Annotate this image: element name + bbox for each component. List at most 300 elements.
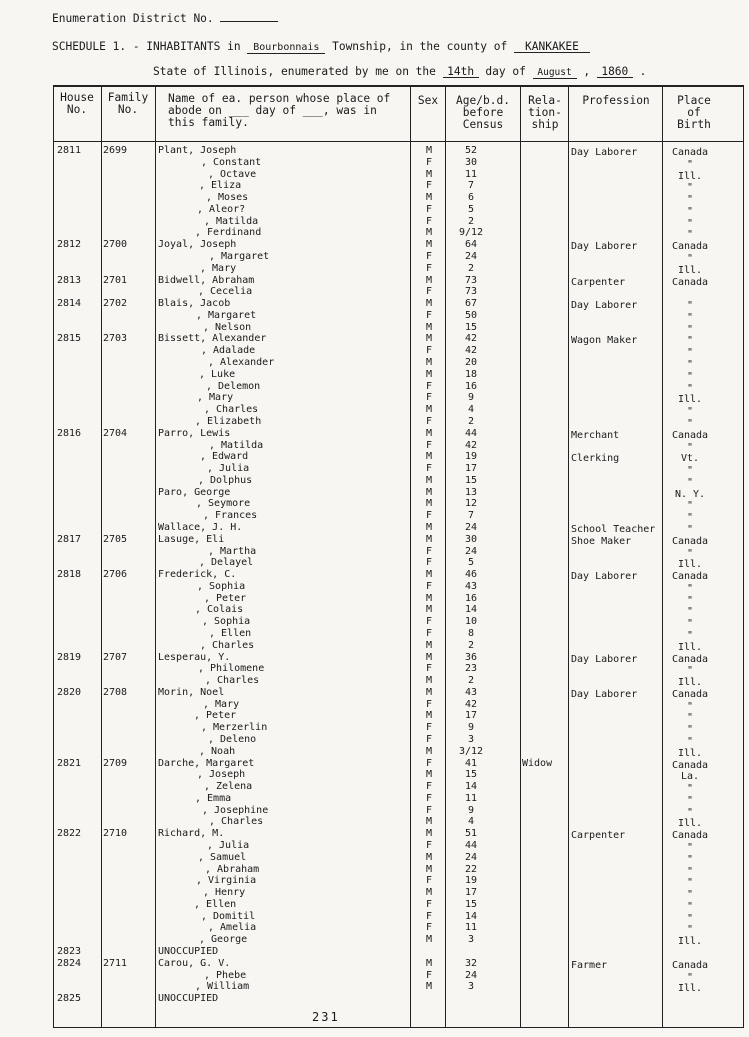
sex-value: F [425, 781, 433, 793]
house-number: 2812 [57, 239, 82, 251]
birthplace-value: " [686, 853, 694, 865]
age-value: 16 [464, 592, 478, 604]
sex-value: M [425, 321, 433, 333]
age-value: 3 [467, 934, 475, 946]
age-value: 36 [464, 651, 478, 663]
birthplace-value: " [686, 370, 694, 382]
age-value: 15 [464, 898, 478, 910]
birthplace-value: " [686, 335, 694, 347]
sex-value: M [425, 604, 433, 616]
sex-value: F [425, 415, 433, 427]
person-name: Frederick, C. [158, 569, 237, 581]
schedule-line [52, 40, 590, 54]
birthplace-value: " [686, 382, 694, 394]
person-name: , Eliza [199, 180, 242, 192]
person-name: , Emma [195, 792, 232, 804]
person-name: , Aleor? [197, 203, 246, 215]
birthplace-value: " [686, 523, 694, 535]
sex-value: M [425, 333, 433, 345]
age-value: 17 [464, 710, 478, 722]
birthplace-value: " [686, 912, 694, 924]
person-name: , Samuel [198, 851, 247, 863]
profession-value: Day Laborer [571, 300, 638, 312]
person-name: , Ferdinand [195, 227, 262, 239]
age-value: 16 [464, 380, 478, 392]
sex-value: F [425, 580, 433, 592]
age-value: 3/12 [458, 745, 484, 757]
age-value: 12 [464, 498, 478, 510]
sex-value: F [425, 309, 433, 321]
sex-value: M [425, 981, 433, 993]
header-divider [53, 141, 744, 142]
birthplace-value: Ill. [677, 264, 703, 276]
person-name: , Delemon [206, 380, 261, 392]
age-value: 9 [467, 804, 475, 816]
person-name: , Frances [203, 510, 258, 522]
birthplace-value: Ill. [677, 170, 703, 182]
person-name: , Ellen [209, 627, 252, 639]
age-value: 2 [467, 215, 475, 227]
age-value: 52 [464, 145, 478, 156]
sex-value: M [425, 368, 433, 380]
sex-value: F [425, 203, 433, 215]
birthplace-value: " [686, 359, 694, 371]
birthplace-value: Canada [671, 830, 709, 842]
sex-value: F [425, 156, 433, 168]
sex-value: F [425, 757, 433, 769]
sex-value: F [425, 969, 433, 981]
sex-value: F [425, 840, 433, 852]
age-value: 14 [464, 910, 478, 922]
age-value: 50 [464, 309, 478, 321]
age-value: 43 [464, 580, 478, 592]
sex-value: F [425, 251, 433, 263]
age-value: 44 [464, 427, 478, 439]
family-number: 2708 [103, 686, 128, 698]
col-header-place-of-birth: Place of Birth [677, 94, 711, 131]
day-suffix: day of [485, 65, 526, 78]
sex-value: M [425, 404, 433, 416]
col-divider [445, 85, 446, 1027]
person-name: , Charles [209, 816, 264, 828]
sex-value: F [425, 286, 433, 298]
sex-value: M [425, 533, 433, 545]
sex-value: F [425, 557, 433, 569]
age-value: 17 [464, 887, 478, 899]
person-name: , Elizabeth [195, 415, 262, 427]
age-value: 24 [464, 251, 478, 263]
sex-value: M [425, 145, 433, 156]
profession-value: Day Laborer [571, 688, 638, 700]
sex-value: F [425, 545, 433, 557]
age-value: 9/12 [458, 227, 484, 239]
age-value: 9 [467, 392, 475, 404]
page-number: 231 [312, 1010, 340, 1024]
birthplace-value: " [686, 900, 694, 912]
sex-value: M [425, 828, 433, 840]
sex-value: M [425, 769, 433, 781]
person-name: , Constant [201, 156, 262, 168]
person-name: , Edward [200, 451, 249, 463]
house-number: 2825 [57, 993, 82, 1005]
sex-value: M [425, 934, 433, 946]
person-name: , Philomene [198, 663, 265, 675]
person-name: Joyal, Joseph [158, 239, 237, 251]
sex-value: M [425, 675, 433, 687]
age-value: 4 [467, 816, 475, 828]
sex-value: M [425, 816, 433, 828]
birthplace-value: Ill. [677, 559, 703, 571]
family-number: 2701 [103, 274, 128, 286]
sex-value: M [425, 639, 433, 651]
age-value: 43 [464, 686, 478, 698]
sex-value: F [425, 215, 433, 227]
birthplace-value: Canada [671, 688, 709, 700]
family-number: 2700 [103, 239, 128, 251]
house-number: 2816 [57, 427, 82, 439]
birthplace-value: La. [680, 771, 700, 783]
sex-value: M [425, 887, 433, 899]
sex-value: F [425, 180, 433, 192]
person-name: Bissett, Alexander [158, 333, 267, 345]
family-number: 2711 [103, 957, 128, 969]
sex-value: M [425, 710, 433, 722]
person-name: , Ellen [194, 898, 237, 910]
year-sep: , [583, 65, 591, 78]
col-divider [101, 85, 102, 1027]
sex-value: M [425, 192, 433, 204]
year-value: 1860 [597, 66, 633, 78]
age-value: 24 [464, 851, 478, 863]
house-number: 2819 [57, 651, 82, 663]
col-divider [662, 85, 663, 1027]
birthplace-value: N. Y. [674, 488, 706, 500]
age-value: 19 [464, 875, 478, 887]
person-name: , Seymore [196, 498, 251, 510]
birthplace-value: Ill. [677, 394, 703, 406]
house-number: 2817 [57, 533, 82, 545]
sex-value: F [425, 616, 433, 628]
age-value: 32 [464, 957, 478, 969]
profession-value: Wagon Maker [571, 335, 638, 347]
age-value: 46 [464, 569, 478, 581]
sex-value: M [425, 227, 433, 239]
birthplace-value: " [686, 406, 694, 418]
birthplace-value: " [686, 158, 694, 170]
sex-value: M [425, 274, 433, 286]
family-number: 2699 [103, 145, 128, 156]
sex-value: F [425, 663, 433, 675]
age-value: 11 [464, 168, 478, 180]
col-divider [410, 85, 411, 1027]
birthplace-value: Canada [671, 759, 709, 771]
person-name: , Charles [205, 675, 260, 687]
person-name: , Abraham [205, 863, 260, 875]
person-name: Parro, Lewis [158, 427, 231, 439]
person-name: , Delayel [199, 557, 254, 569]
person-name: Carou, G. V. [158, 957, 231, 969]
person-name: , Peter [194, 710, 237, 722]
sex-value: M [425, 957, 433, 969]
sex-value: M [425, 357, 433, 369]
profession-value: Merchant [571, 429, 620, 441]
age-value: 30 [464, 533, 478, 545]
person-name: , Mary [197, 392, 234, 404]
age-value: 11 [464, 792, 478, 804]
birthplace-value: " [686, 712, 694, 724]
age-value: 51 [464, 828, 478, 840]
birthplace-value: " [686, 465, 694, 477]
age-value: 8 [467, 627, 475, 639]
profession-value: Day Laborer [571, 571, 638, 583]
person-name: , Charles [200, 639, 255, 651]
birthplace-value: " [686, 476, 694, 488]
person-name: , Julia [207, 463, 250, 475]
sex-value: M [425, 498, 433, 510]
profession-value: Carpenter [571, 276, 626, 288]
age-value: 20 [464, 357, 478, 369]
age-value: 9 [467, 722, 475, 734]
person-name: , Martha [208, 545, 257, 557]
age-value: 42 [464, 698, 478, 710]
person-name: , Noah [199, 745, 236, 757]
col-header-profession: Profession [582, 94, 650, 107]
age-value: 15 [464, 769, 478, 781]
birthplace-value: Vt. [680, 453, 700, 465]
profession-value: Day Laborer [571, 653, 638, 665]
birthplace-value: " [686, 594, 694, 606]
birthplace-value: " [686, 194, 694, 206]
age-value: 10 [464, 616, 478, 628]
birthplace-value: " [686, 971, 694, 983]
birthplace-value: Canada [671, 959, 709, 971]
sex-value: F [425, 698, 433, 710]
birthplace-value: Ill. [677, 936, 703, 948]
age-value: 14 [464, 604, 478, 616]
birthplace-value: " [686, 253, 694, 265]
sex-value: M [425, 486, 433, 498]
house-number: 2822 [57, 828, 82, 840]
birthplace-value: " [686, 842, 694, 854]
person-name: , Margaret [209, 251, 270, 263]
census-table-frame [53, 85, 744, 1028]
sex-value: M [425, 298, 433, 310]
county-value: KANKAKEE [514, 41, 590, 53]
person-name: , Octave [208, 168, 257, 180]
township-value: Bourbonnais [247, 42, 325, 54]
birthplace-value: Canada [671, 147, 709, 158]
sex-value: M [425, 239, 433, 251]
sex-value: F [425, 380, 433, 392]
sex-value: F [425, 392, 433, 404]
birthplace-value: " [686, 618, 694, 630]
age-value: 2 [467, 675, 475, 687]
house-number: 2823 [57, 946, 82, 958]
birthplace-value: " [686, 347, 694, 359]
birthplace-value: " [686, 311, 694, 323]
sex-value: F [425, 875, 433, 887]
person-name: , George [199, 934, 248, 946]
family-number: 2702 [103, 298, 128, 310]
sex-value: M [425, 168, 433, 180]
birthplace-value: " [686, 794, 694, 806]
family-number: 2704 [103, 427, 128, 439]
birthplace-value: " [686, 865, 694, 877]
family-number: 2703 [103, 333, 128, 345]
birthplace-value: Canada [671, 276, 709, 288]
person-name: , Alexander [208, 357, 275, 369]
sex-value: F [425, 510, 433, 522]
age-value: 24 [464, 521, 478, 533]
state-prefix: State of Illinois, enumerated by me on the [153, 65, 436, 78]
age-value: 6 [467, 192, 475, 204]
birthplace-value: " [686, 217, 694, 229]
person-name: UNOCCUPIED [158, 993, 219, 1005]
col-header-sex: Sex [417, 94, 439, 107]
birthplace-value: " [686, 500, 694, 512]
person-name: , Zelena [204, 781, 253, 793]
profession-value: Carpenter [571, 830, 626, 842]
sex-value: F [425, 734, 433, 745]
sex-value: M [425, 651, 433, 663]
age-value: 18 [464, 368, 478, 380]
family-number: 2710 [103, 828, 128, 840]
sex-value: F [425, 345, 433, 357]
person-name: , Cecelia [198, 286, 253, 298]
age-value: 7 [467, 180, 475, 192]
birthplace-value: " [686, 924, 694, 936]
age-value: 64 [464, 239, 478, 251]
person-name: , Dolphus [198, 474, 253, 486]
sex-value: F [425, 804, 433, 816]
age-value: 41 [464, 757, 478, 769]
profession-value: School Teacher [571, 523, 656, 535]
age-value: 2 [467, 639, 475, 651]
col-header-age: Age/b.d. before Census [456, 94, 510, 131]
person-name: , Adalade [201, 345, 256, 357]
birthplace-value: " [686, 606, 694, 618]
col-header-name: Name of ea. person whose place of abode on ___ day of ___, was in this family. [168, 92, 391, 129]
birthplace-value: Canada [671, 653, 709, 665]
person-name: , Josephine [202, 804, 269, 816]
sex-value: M [425, 474, 433, 486]
birthplace-value: Canada [671, 429, 709, 441]
birthplace-value: " [686, 629, 694, 641]
person-name: , Domitil [201, 910, 256, 922]
age-value: 7 [467, 510, 475, 522]
day-value: 14th [443, 66, 479, 78]
district-line [52, 12, 278, 25]
birthplace-value: " [686, 182, 694, 194]
sex-value: F [425, 898, 433, 910]
house-number: 2820 [57, 686, 82, 698]
col-divider [155, 85, 156, 1027]
person-name: , Moses [206, 192, 249, 204]
house-number: 2815 [57, 333, 82, 345]
profession-value: Day Laborer [571, 241, 638, 253]
age-value: 73 [464, 274, 478, 286]
age-value: 3 [467, 734, 475, 745]
age-value: 4 [467, 404, 475, 416]
house-number: 2813 [57, 274, 82, 286]
month-value: August [533, 67, 577, 79]
age-value: 30 [464, 156, 478, 168]
person-name: Lasuge, Eli [158, 533, 225, 545]
house-number: 2814 [57, 298, 82, 310]
sex-value: M [425, 592, 433, 604]
birthplace-value: Ill. [677, 983, 703, 995]
age-value: 2 [467, 415, 475, 427]
birthplace-value: " [686, 724, 694, 736]
sex-value: M [425, 851, 433, 863]
birthplace-value: " [686, 323, 694, 335]
year-end: . [639, 65, 647, 78]
age-value: 19 [464, 451, 478, 463]
col-divider [568, 85, 569, 1027]
birthplace-value: Ill. [677, 677, 703, 689]
person-name: , Merzerlin [201, 722, 268, 734]
district-label: Enumeration District No. [52, 12, 214, 25]
birthplace-value: " [686, 547, 694, 559]
age-value: 23 [464, 663, 478, 675]
age-value: 73 [464, 286, 478, 298]
birthplace-value: Canada [671, 241, 709, 253]
person-name: Morin, Noel [158, 686, 225, 698]
profession-value: Shoe Maker [571, 535, 632, 547]
person-name: , Mary [203, 698, 240, 710]
person-name: UNOCCUPIED [158, 946, 219, 958]
age-value: 5 [467, 557, 475, 569]
person-name: Blais, Jacob [158, 298, 231, 310]
birthplace-value: " [686, 783, 694, 795]
person-name: , Matilda [209, 439, 264, 451]
township-suffix: Township, in the county of [332, 40, 508, 53]
sex-value: F [425, 792, 433, 804]
age-value: 24 [464, 545, 478, 557]
age-value: 13 [464, 486, 478, 498]
person-name: , Mary [200, 262, 237, 274]
house-number: 2818 [57, 569, 82, 581]
house-number: 2811 [57, 145, 82, 156]
age-value: 22 [464, 863, 478, 875]
person-name: , Henry [203, 887, 246, 899]
profession-value: Clerking [571, 453, 620, 465]
family-number: 2709 [103, 757, 128, 769]
sex-value: M [425, 427, 433, 439]
person-name: , Colais [195, 604, 244, 616]
birthplace-value: " [686, 877, 694, 889]
sex-value: M [425, 863, 433, 875]
birthplace-value: Canada [671, 535, 709, 547]
person-name: , Peter [204, 592, 247, 604]
birthplace-value: " [686, 665, 694, 677]
person-name: , Margaret [196, 309, 257, 321]
person-name: , Joseph [197, 769, 246, 781]
person-name: , Deleno [208, 734, 257, 745]
house-number: 2821 [57, 757, 82, 769]
district-value [220, 21, 278, 22]
person-name: , Nelson [203, 321, 252, 333]
age-value: 42 [464, 439, 478, 451]
sex-value: M [425, 521, 433, 533]
family-number: 2707 [103, 651, 128, 663]
person-name: , Phebe [204, 969, 247, 981]
col-divider [520, 85, 521, 1027]
person-name: Lesperau, Y. [158, 651, 231, 663]
birthplace-value: " [686, 512, 694, 524]
sex-value: M [425, 745, 433, 757]
person-name: Plant, Joseph [158, 145, 237, 156]
